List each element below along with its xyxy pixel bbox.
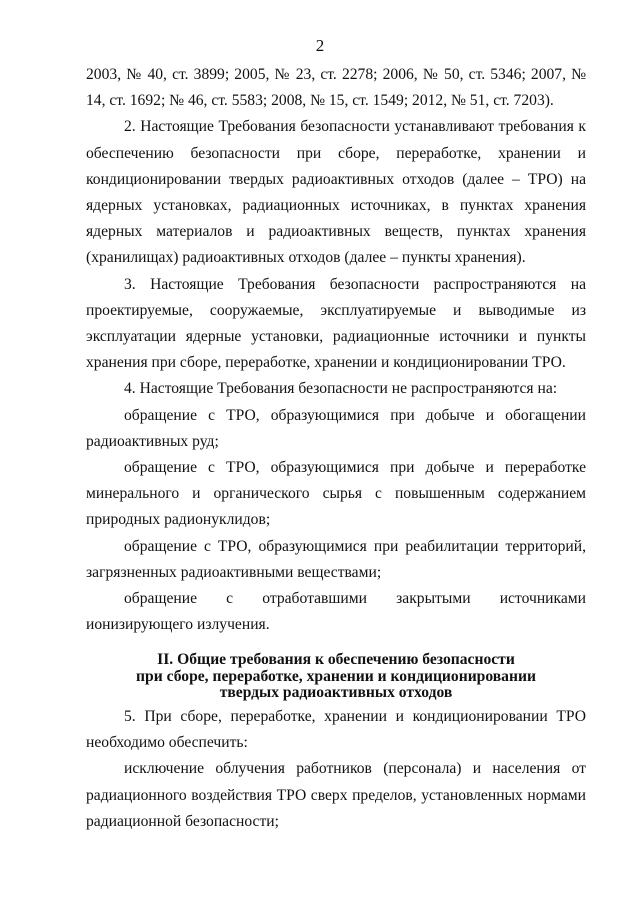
paragraph-continuation: 2003, № 40, ст. 3899; 2005, № 23, ст. 2278; 2006, № 50, ст. 5346; 2007, № 14, ст. 1692; № 46, ст. 5583; 2008, № 15, ст. 1549; 2012, № 51, ст. 7203).	[86, 66, 586, 110]
page-number: 2	[315, 36, 325, 55]
paragraph-4-item-c: обращение с ТРО, образующимися при реабилитации территорий, загрязненных радиоактивными веществами;	[86, 537, 586, 581]
section-heading-line-2: при сборе, переработке, хранении и кондиционировании	[136, 667, 536, 685]
paragraph-4-item-b: обращение с ТРО, образующимися при добыче и переработке минерального и органического сырья с повышенным содержанием природных радионуклидов;	[86, 459, 586, 529]
paragraph-5: 5. При сборе, переработке, хранении и кондиционировании ТРО необходимо обеспечить:	[86, 707, 586, 752]
section-heading-line-3: твердых радиоактивных отходов	[219, 684, 453, 702]
paragraph-5-item-a: исключение облучения работников (персонала) и населения от радиационного воздействия ТРО сверх пределов, установленных нормами радиационной безопасности;	[86, 760, 586, 830]
paragraph-2: 2. Настоящие Требования безопасности устанавливают требования к обеспечению безопасности при сборе, переработке, хранении и кондиционировании твердых радиоактивных отходов (далее – ТРО) на ядерных установках, радиационных источниках, в пунктах хранения ядерных материалов и радиоактивных веществ, пунктах хранения (хранилищах) радиоактивных отходов (далее – пункты хранения).	[86, 118, 586, 267]
paragraph-4-item-d: обращение с отработавшими закрытыми источниками ионизирующего излучения.	[86, 590, 586, 634]
section-heading-line-1: II. Общие требования к обеспечению безопасности	[157, 651, 515, 669]
paragraph-4: 4. Настоящие Требования безопасности не распространяются на:	[124, 380, 558, 398]
paragraph-4-item-a: обращение с ТРО, образующимися при добыче и обогащении радиоактивных руд;	[86, 406, 586, 450]
document-body	[86, 62, 586, 835]
section-heading	[86, 652, 586, 702]
paragraph-3: 3. Настоящие Требования безопасности распространяются на проектируемые, сооружаемые, эксплуатируемые и выводимые из эксплуатации ядерные установки, радиационные источники и пункты хранения при сборе, переработке, хранении и кондиционировании ТРО.	[86, 275, 586, 372]
